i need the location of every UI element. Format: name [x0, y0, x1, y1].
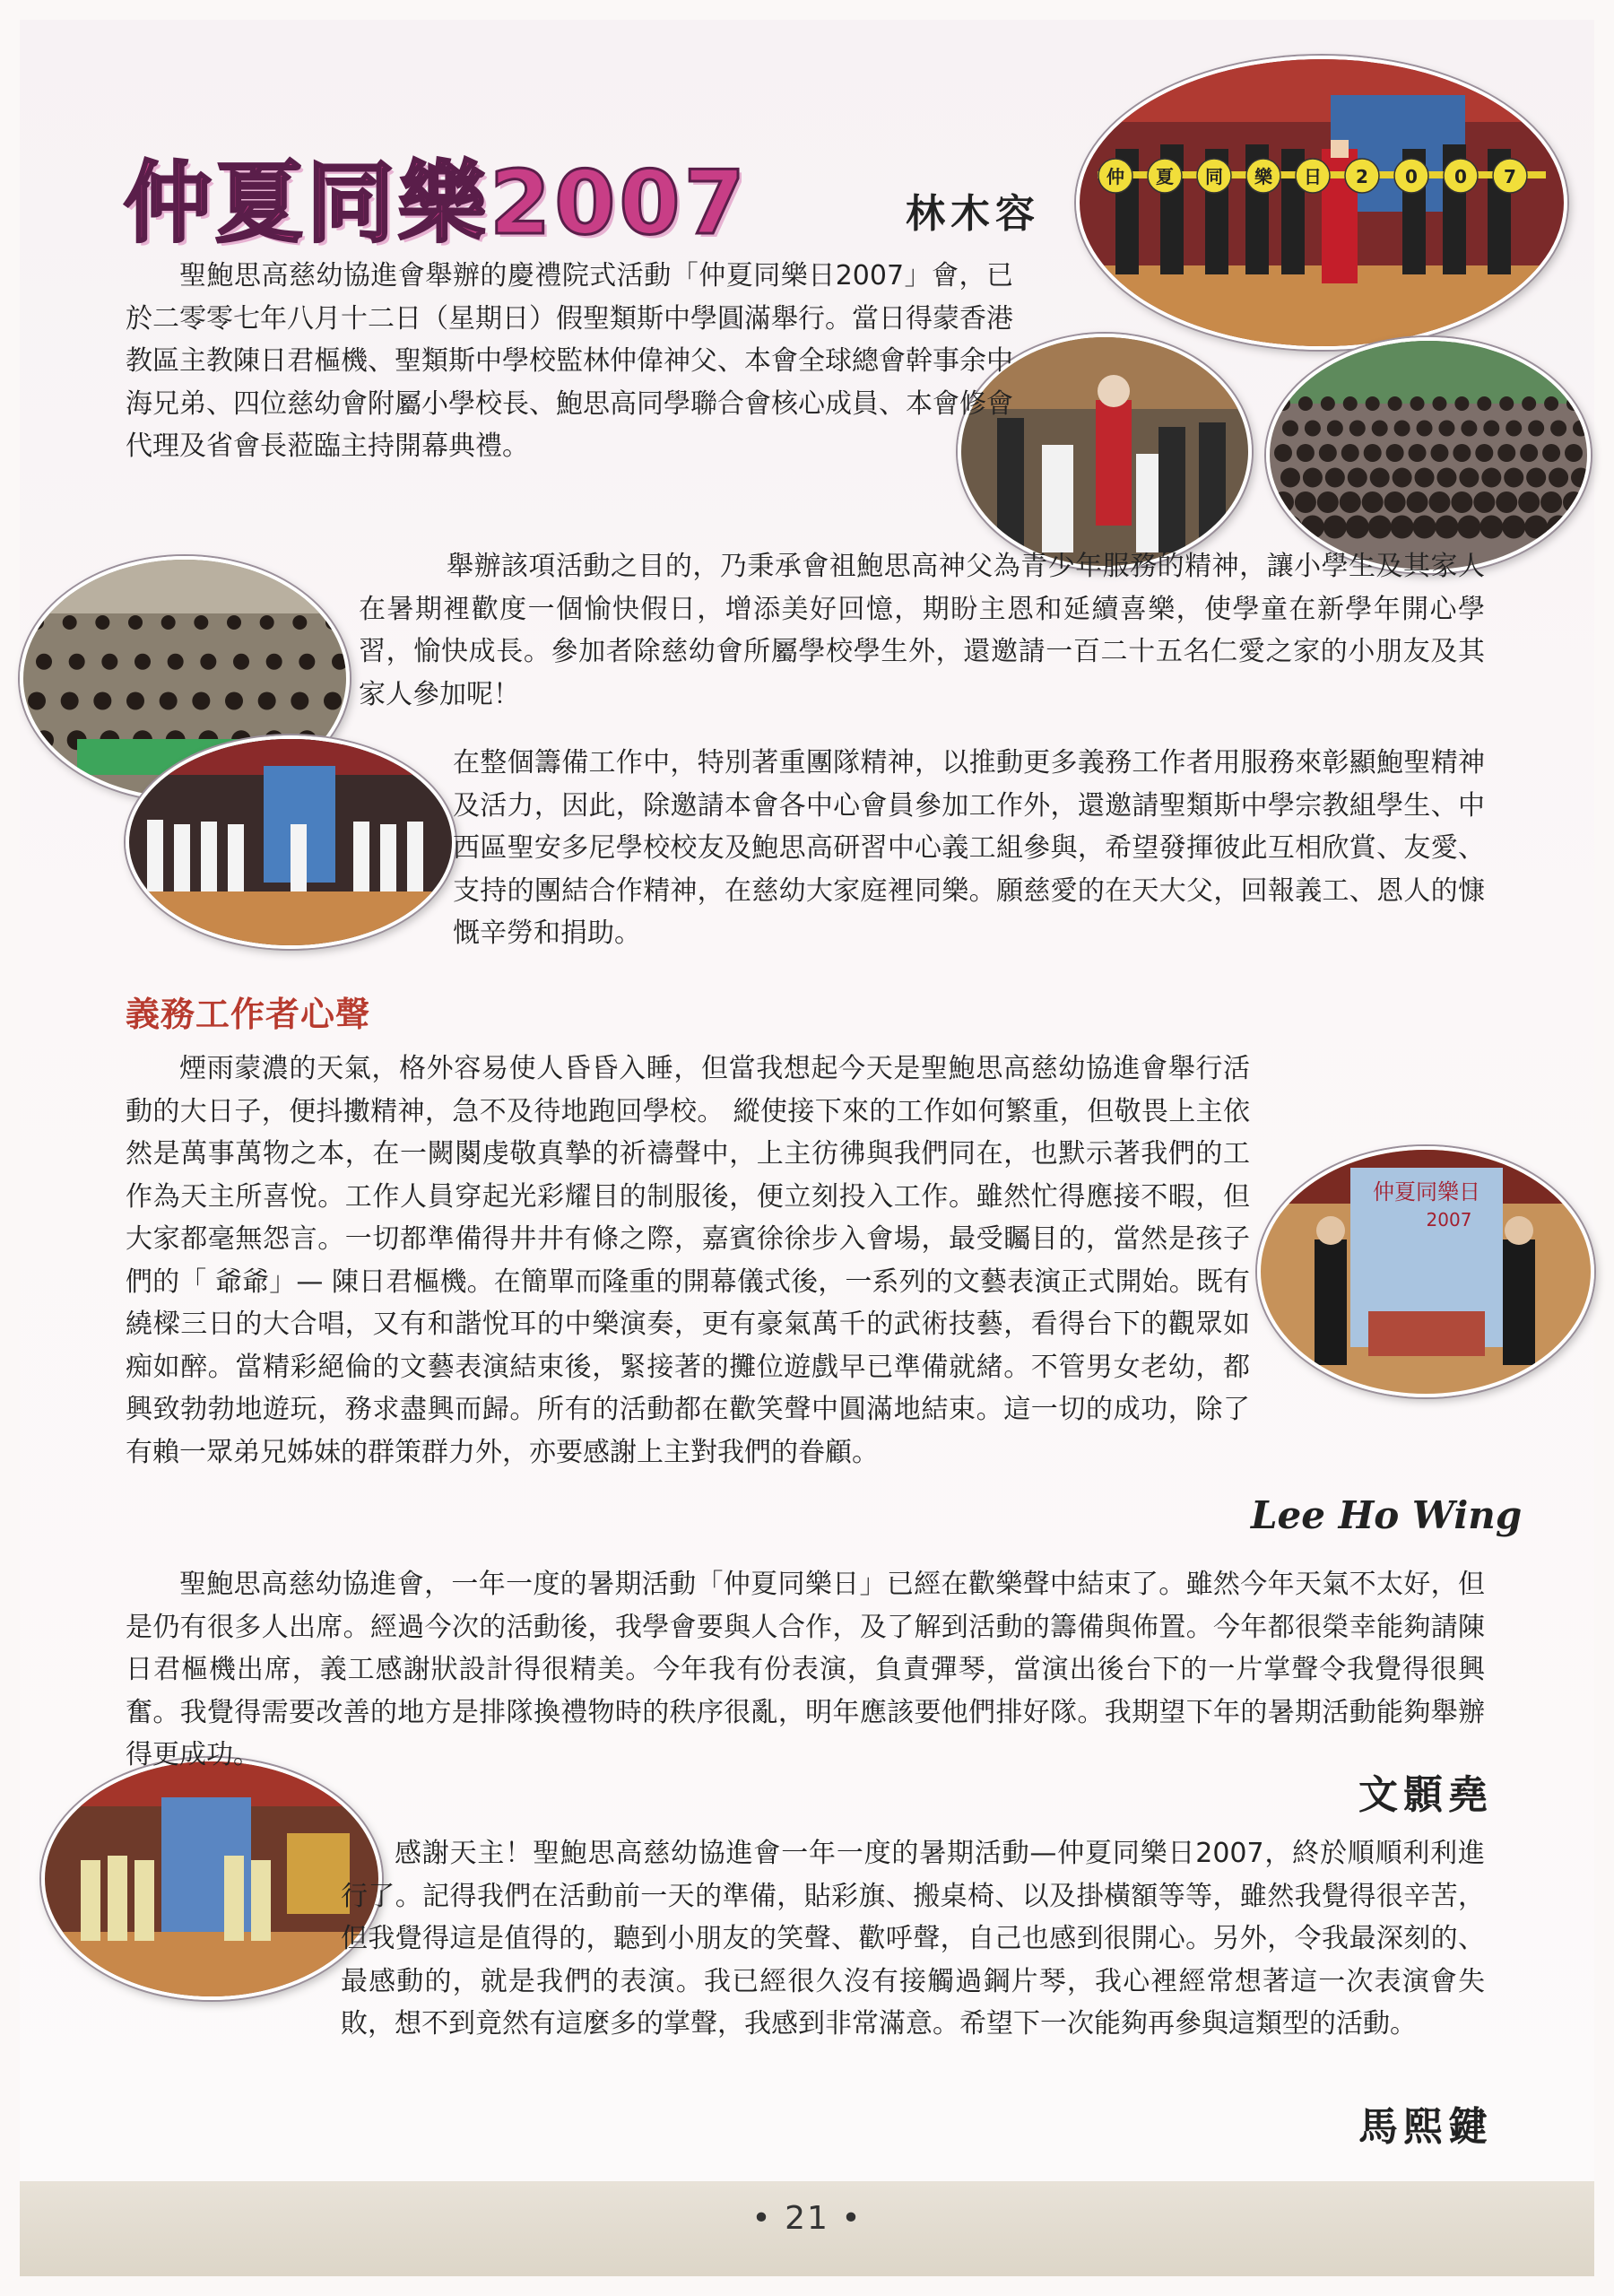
crowd-head [1436, 468, 1456, 488]
crowd-head [93, 692, 111, 710]
crowd-head [1321, 396, 1335, 411]
crowd-head [192, 692, 210, 710]
crowd-head [1349, 421, 1366, 437]
crowd-head [1459, 468, 1479, 488]
crowd-head [1497, 444, 1515, 462]
section-heading: 義務工作者心聲 [126, 995, 371, 1034]
ribbon-letter: 2 [1356, 166, 1368, 187]
crowd-head [225, 692, 243, 710]
crowd-head [1386, 444, 1404, 462]
crowd-head [1499, 396, 1514, 411]
ribbon-letter: 0 [1405, 166, 1418, 187]
testimonial-2-text [126, 1563, 1485, 1777]
crowd-head [1502, 516, 1525, 539]
testimonial-3-text [341, 1832, 1485, 2046]
crowd-head [292, 615, 307, 630]
crowd-head [1415, 468, 1435, 488]
ribbon-letter: 日 [1304, 166, 1322, 187]
crowd-head [1305, 421, 1321, 437]
ribbon-letter: 0 [1454, 166, 1467, 187]
crowd-head [194, 615, 208, 630]
crowd-head [1438, 421, 1454, 437]
crowd-head [1432, 396, 1446, 411]
crowd-head [1435, 516, 1458, 539]
crowd-head [1417, 421, 1433, 437]
crowd-head [200, 654, 216, 670]
crowd-head [291, 692, 308, 710]
page-title: 仲夏同樂2007 [124, 152, 749, 255]
banner-title-text: 仲夏同樂日 [1373, 1179, 1480, 1205]
crowd-head [1518, 491, 1540, 513]
crowd-head [160, 692, 178, 710]
testimonial-1-text [126, 1048, 1485, 1626]
crowd-head [1370, 468, 1390, 488]
crowd-head [1483, 421, 1499, 437]
crowd-head [1454, 396, 1469, 411]
crowd-head [1453, 444, 1471, 462]
crowd-head [1282, 421, 1298, 437]
crowd-head [1394, 421, 1410, 437]
crowd-head [1473, 491, 1495, 513]
crowd-head [1544, 396, 1558, 411]
crowd-head [1317, 491, 1339, 513]
crowd-head [36, 654, 52, 670]
ribbon-letter: 樂 [1254, 166, 1272, 187]
ribbon-letter: 7 [1504, 166, 1516, 187]
crowd-head [1407, 491, 1428, 513]
crowd-head [1393, 468, 1412, 488]
crowd-head [1480, 516, 1503, 539]
crowd-head [1496, 491, 1517, 513]
crowd-head [1428, 491, 1450, 513]
crowd-head [1565, 444, 1583, 462]
crowd-head [1372, 421, 1388, 437]
ribbon-letter: 仲 [1106, 166, 1124, 187]
crowd-head [1323, 516, 1347, 539]
crowd-head [1346, 516, 1369, 539]
testimonial-2-body: 聖鮑思高慈幼協進會，一年一度的暑期活動「仲夏同樂日」已經在歡樂聲中結束了。雖然今年天氣不太好，但是仍有很多人出席。經過今次的活動後，我學會要與人合作，及了解到活動的籌備與佈置。今年都很榮幸能夠請陳日君樞機出席，義工感謝狀設計得很精美。今年我有份表演，負責彈琴，當演出後台下的一片掌聲令我覺得很興奮。我覺得需要改善的地方是排隊換禮物時的秩序很亂，明年應該要他們排好隊。我期望下年的暑期活動能夠舉辦得更成功。 [126, 1569, 1485, 1770]
crowd-head [1504, 468, 1523, 488]
crowd-head [1366, 396, 1380, 411]
ribbon-letter: 夏 [1156, 166, 1174, 187]
crowd-head [233, 654, 249, 670]
crowd-head [1327, 421, 1343, 437]
crowd-head [1520, 444, 1538, 462]
testimonial-1-body: 煙雨蒙濃的天氣，格外容易使人昏昏入睡，但當我想起今天是聖鮑思高慈幼協進會舉行活動的大日子，便抖擻精神，急不及待地跑回學校。 縱使接下來的工作如何繁重，但敬畏上主依然是萬事萬物之本，在一闕闋虔敬真摯的祈禱聲中，上主彷彿與我們同在，也默示著我們的工作為天主所喜悅。工作人員穿起光彩耀目的制服後，便立刻投入工作。雖然忙得應接不暇，但大家都毫無怨言。一切都準備得井井有條之際，嘉賓徐徐步入會場，最受矚目的，當然是孩子們的「 爺爺」— 陳日君樞機。在簡單而隆重的開幕儀式後，一系列的文藝表演正式開始。既有繞樑三日的大合唱，又有和諧悅耳的中樂演奏，更有豪氣萬千的武術技藝，看得台下的觀眾如痴如醉。當精彩絕倫的文藝表演結束後，緊接著的攤位遊戲早已準備就緒。不管男女老幼，都興致勃勃地遊玩，務求盡興而歸。所有的活動都在歡笑聲中圓滿地結束。這一切的成功，除了有賴一眾弟兄姊妹的群策群力外，亦要感謝上主對我們的眷顧。 [126, 1053, 1250, 1468]
crowd-head [1542, 444, 1560, 462]
crowd-head [266, 654, 282, 670]
crowd-head [324, 692, 342, 710]
article-author: 林木容 [906, 191, 1040, 237]
crowd-head [1391, 516, 1414, 539]
crowd-head [1524, 516, 1548, 539]
crowd-head [1348, 468, 1367, 488]
testimonial-2-author: 文顥堯 [1358, 1772, 1493, 1818]
crowd-head [1506, 421, 1522, 437]
crowd-head [1475, 444, 1493, 462]
crowd-head [1280, 468, 1300, 488]
crowd-head [299, 654, 315, 670]
page-number: • 21 • [751, 2200, 863, 2237]
crowd-head [1388, 396, 1402, 411]
crowd-head [1319, 444, 1337, 462]
audience-photo [1266, 337, 1591, 573]
choir-stage-photo [126, 735, 456, 949]
crowd-head [69, 654, 85, 670]
photo-wrap-spacer [1250, 1178, 1485, 1626]
crowd-head [1522, 396, 1536, 411]
crowd-head [1368, 516, 1392, 539]
crowd-head [1540, 491, 1562, 513]
crowd-head [1413, 516, 1436, 539]
crowd-head [128, 615, 143, 630]
crowd-head [1297, 444, 1315, 462]
crowd-head [1410, 396, 1425, 411]
music-performance-photo [41, 1758, 382, 2000]
crowd-head [1295, 491, 1316, 513]
crowd-head [168, 654, 184, 670]
crowd-head [1409, 444, 1427, 462]
crowd-head [1343, 396, 1358, 411]
intro-paragraph-3: 在整個籌備工作中，特別著重團隊精神，以推動更多義務工作者用服務來彰顯鮑聖精神及活力，因此，除邀請本會各中心會員參加工作外，還邀請聖類斯中學宗教組學生、中西區聖安多尼學校校友及鮑思高研習中心義工組參與，希望發揮彼此互相欣賞、友愛、支持的團結合作精神，在慈幼大家庭裡同樂。願慈愛的在天大父，回報義工、恩人的慷慨辛勞和捐助。 [453, 747, 1485, 949]
crowd-head [227, 615, 241, 630]
crowd-head [134, 654, 151, 670]
crowd-head [1384, 491, 1406, 513]
crowd-head [126, 692, 144, 710]
intro-paragraph-2: 舉辦該項活動之目的，乃秉承會祖鮑思高神父為青少年服務的精神，讓小學生及其家人在暑期裡歡度一個愉快假日，增添美好回憶，期盼主恩和延續喜樂，使學童在新學年開心學習，愉快成長。參加者除慈幼會所屬學校學生外，還邀請一百二十五名仁愛之家的小朋友及其家人參加呢！ [359, 551, 1485, 710]
crowd-head [1528, 421, 1544, 437]
crowd-head [1364, 444, 1382, 462]
crowd-head [1362, 491, 1384, 513]
crowd-head [1274, 444, 1292, 462]
banner-year-text: 2007 [1426, 1209, 1472, 1231]
crowd-head [1430, 444, 1448, 462]
crowd-head [63, 615, 77, 630]
crowd-head [1461, 421, 1477, 437]
crowd-head [1340, 491, 1361, 513]
ceremony-photo [1076, 56, 1567, 350]
crowd-head [1325, 468, 1345, 488]
crowd-head [28, 692, 46, 710]
intro-paragraph-1: 聖鮑思高慈幼協進會舉辦的慶禮院式活動「仲夏同樂日2007」會，已於二零零七年八月十二日（星期日）假聖類斯中學圓滿舉行。當日得蒙香港教區主教陳日君樞機、聖類斯中學校監林仲偉神父、本會全球總會幹事余中海兄弟、四位慈幼會附屬小學校長、鮑思高同學聯合會核心成員、本會修會代理及省會長蒞臨主持開幕典禮。 [126, 260, 1013, 462]
crowd-head [101, 654, 117, 670]
crowd-head [1549, 468, 1568, 488]
crowd-head [1550, 421, 1566, 437]
ribbon-letter: 同 [1205, 166, 1223, 187]
crowd-head [258, 692, 276, 710]
crowd-head [1451, 491, 1472, 513]
testimonial-3-body: 感謝天主！聖鮑思高慈幼協進會一年一度的暑期活動—仲夏同樂日2007，終於順順利利進行了。記得我們在活動前一天的準備，貼彩旗、搬桌椅、以及掛橫額等等，雖然我覺得很辛苦，但我覺得這是值得的，聽到小朋友的笑聲、歡呼聲，自己也感到很開心。另外，令我最深刻的、最感動的，就是我們的表演。我已經很久沒有接觸過鋼片琴，我心裡經常想著這一次表演會失敗，想不到竟然有這麼多的掌聲，我感到非常滿意。希望下一次能夠再參與這類型的活動。 [341, 1838, 1485, 2039]
testimonial-1-author: Lee Ho Wing [1251, 1493, 1523, 1537]
crowd-head [161, 615, 176, 630]
crowd-head [260, 615, 274, 630]
crowd-head [1481, 468, 1501, 488]
crowd-head [1526, 468, 1546, 488]
crowd-head [1341, 444, 1359, 462]
crowd-head [1303, 468, 1323, 488]
crowd-head [95, 615, 109, 630]
testimonial-3-author: 馬熙鍵 [1358, 2104, 1493, 2150]
crowd-head [1457, 516, 1480, 539]
crowd-head [1298, 396, 1313, 411]
crowd-head [1477, 396, 1491, 411]
crowd-head [61, 692, 79, 710]
